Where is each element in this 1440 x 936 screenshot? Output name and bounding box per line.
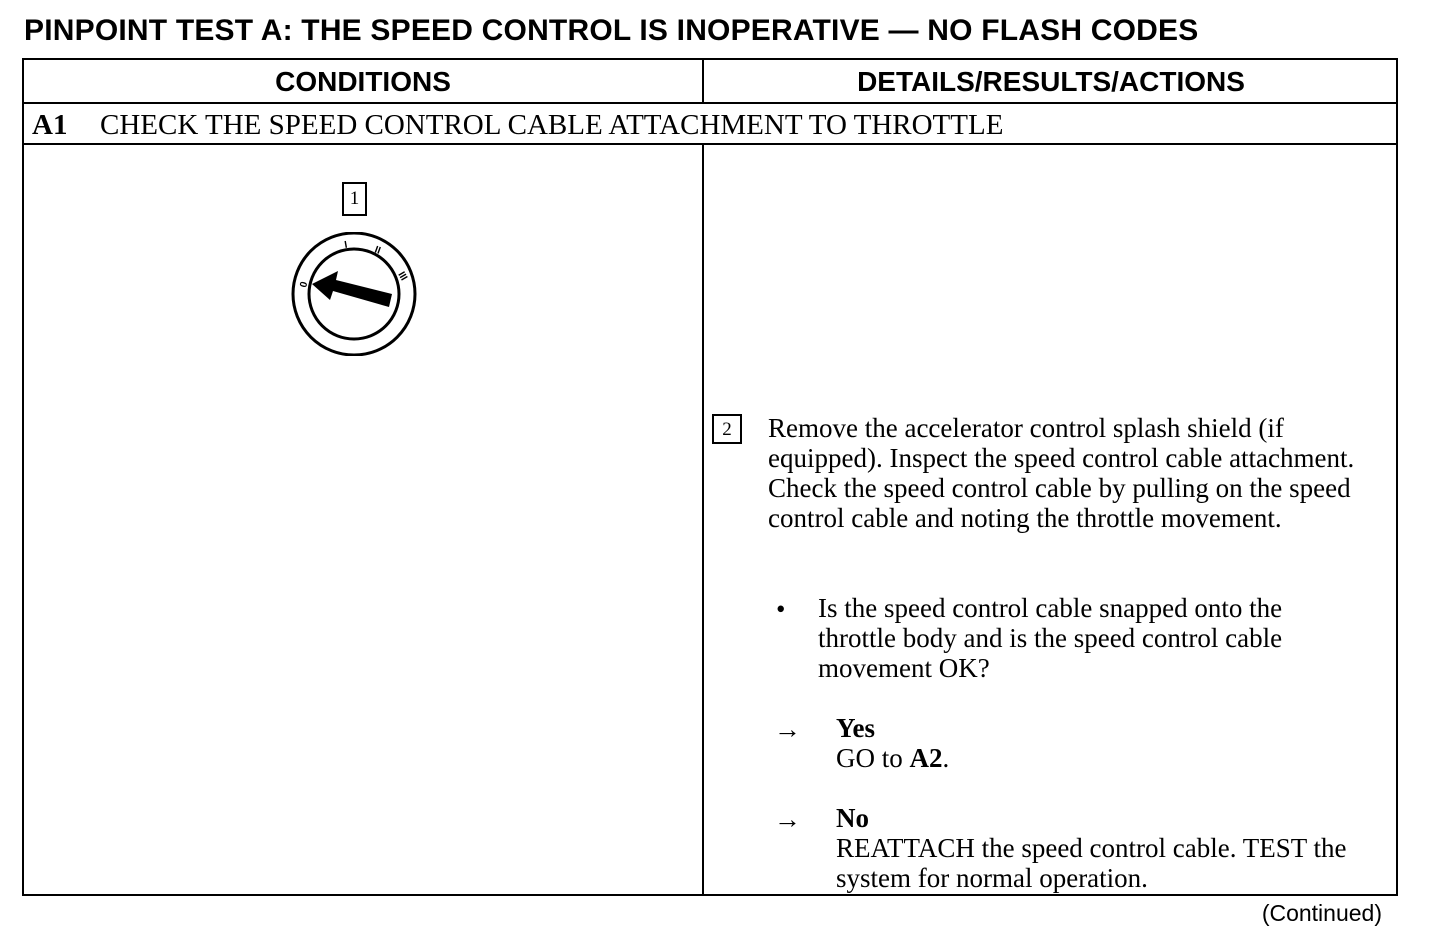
no-arrow-icon: → [774,804,801,834]
yes-action-suffix: . [942,743,950,773]
no-label: No [836,803,869,833]
header-divider [24,102,1396,104]
question-text: Is the speed control cable snapped onto the throttle body and is the speed control cable movement OK? [818,593,1283,683]
yes-action-ref: A2 [909,743,943,773]
details-column-header: DETAILS/RESULTS/ACTIONS [857,66,1245,97]
ignition-position-ii: II [372,244,382,257]
yes-action-prefix: GO to [836,743,910,773]
ignition-position-0: 0 [298,280,311,289]
conditions-column-header: CONDITIONS [275,66,451,97]
yes-arrow-icon: → [774,714,801,744]
ignition-position-i: I [343,239,349,251]
ignition-position-iii: III [395,270,410,283]
question-bullet: • [776,594,786,624]
page-title: PINPOINT TEST A: THE SPEED CONTROL IS INOPERATIVE — NO FLASH CODES [24,14,1199,47]
step-divider [24,143,1396,145]
continued-note: (Continued) [1261,900,1382,926]
ignition-key-switch-icon [288,232,420,356]
step-id: A1 [32,109,68,141]
no-action: REATTACH the speed control cable. TEST the system for normal operation. [836,833,1347,893]
callout-2: 2 [712,414,742,444]
key-pointer-arrow [312,271,392,307]
body-column-divider [702,143,704,894]
header-column-divider [702,60,704,102]
yes-action [836,743,949,773]
step-heading [32,107,1003,143]
yes-label: Yes [836,713,875,743]
instruction-text: Remove the accelerator control splash shield (if equipped). Inspect the speed control cable attachment. Check the speed control cable by pulling on the speed control cable and noting the throttle movement. [768,413,1355,533]
callout-1: 1 [342,182,367,216]
pinpoint-test-table [22,58,1398,896]
step-heading-text: CHECK THE SPEED CONTROL CABLE ATTACHMENT TO THROTTLE [100,109,1004,141]
